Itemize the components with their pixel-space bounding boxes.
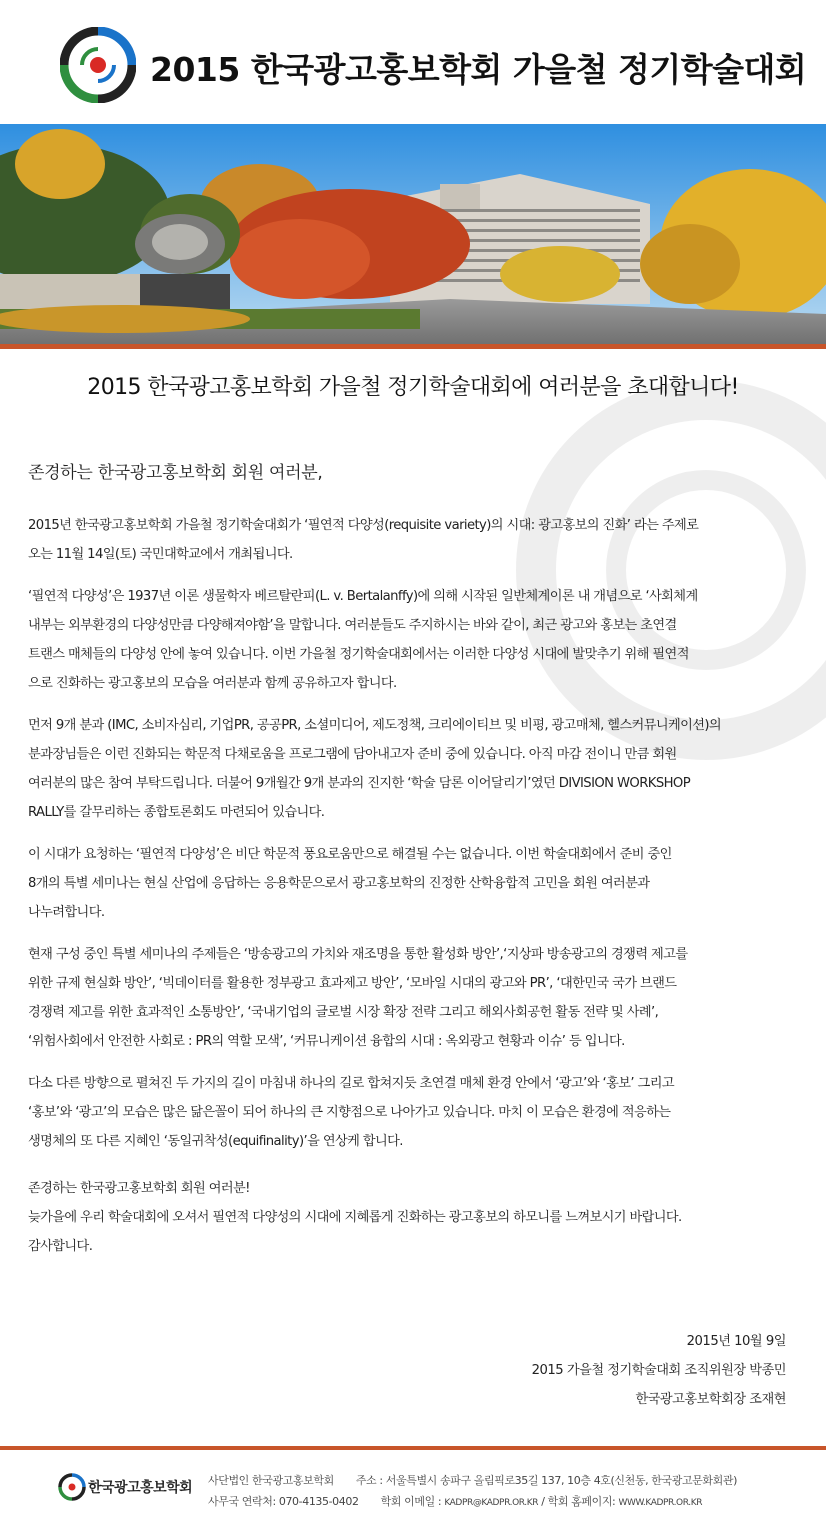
organizing-chair: 2015 가을철 정기학술대회 조직위원장 박종민 (531, 1363, 786, 1378)
letter-date: 2015년 10월 9일 (686, 1334, 786, 1349)
paragraph-seminar-topics: 현재 구성 중인 특별 세미나의 주제들은 ‘방송광고의 가치와 재조명을 통한 활성화 방안’,‘지상파 방송광고의 경쟁력 제고를 위한 규제 현실화 방안’, ‘빅데이터를 활용한 정부광고 효과제고 방안’, ‘모바일 시대의 광고와 PR’, ‘대한민국 국가 브랜드 경쟁력 제고를 위한 효과적인 소통방안’, ‘국내기업의 글로벌 시장 확장 전략 그리고 해외사회공헌 활동 전략 및 사례’, ‘위험사회에서 안전한 사회로 : PR의 역할 모색’, ‘커뮤니케이션 융합의 시대 : 옥외광고 현황과 이슈’ 등 입니다. (28, 947, 688, 1049)
banner-divider (0, 344, 826, 349)
footer-org-name: 한국광고홍보학회 (88, 1480, 193, 1496)
invitation-heading: 2015 한국광고홍보학회 가을철 정기학술대회에 여러분을 초대합니다! (87, 375, 739, 400)
paragraph-equifinality: 다소 다른 방향으로 펼쳐진 두 가지의 길이 마침내 하나의 길로 합쳐지듯 초연결 매체 환경 안에서 ‘광고’와 ‘홍보’ 그리고 ‘홍보’와 ‘광고’의 모습은 많은 닮은꼴이 되어 하나의 큰 지향점으로 나아가고 있습니다. 마치 이 모습은 환경에 적응하는 생명체의 또 다른 지혜인 ‘동일귀착성(equifinality)’을 연상케 합니다. (28, 1076, 674, 1149)
society-president: 한국광고홍보학회장 조재현 (635, 1392, 786, 1407)
target-logo-icon (60, 27, 136, 103)
salutation: 존경하는 한국광고홍보학회 회원 여러분, (28, 463, 323, 483)
paragraph-special-seminars: 이 시대가 요청하는 ‘필연적 다양성’은 비단 학문적 풍요로움만으로 해결될 수는 없습니다. 이번 학술대회에서 준비 중인 8개의 특별 세미나는 현실 산업에 응답하는 응용학문으로서 광고홍보학의 진정한 산학융합적 고민을 회원 여러분과 나누려합니다. (28, 847, 672, 920)
footer-email-link[interactable]: KADPR@KADPR.OR.KR (444, 1498, 539, 1508)
closing-remarks: 존경하는 한국광고홍보학회 회원 여러분! 늦가을에 우리 학술대회에 오셔서 필연적 다양성의 시대에 지혜롭게 진화하는 광고홍보의 하모니를 느껴보시기 바랍니다. 감사합니다. (28, 1181, 682, 1254)
page-title: 2015 한국광고홍보학회 가을철 정기학술대회 (150, 50, 807, 89)
signature-block (532, 1327, 786, 1414)
paragraph-theme: 2015년 한국광고홍보학회 가을철 정기학술대회가 ‘필연적 다양성(requisite variety)의 시대: 광고홍보의 진화’ 라는 주제로 오는 11월 14일(토) 국민대학교에서 개최됩니다. (28, 518, 699, 562)
campus-banner-image (0, 124, 826, 346)
footer (0, 1450, 826, 1533)
footer-contact-info: 사단법인 한국광고홍보학회 주소 : 서울특별시 송파구 올림픽로35길 137, 10층 4호(신천동, 한국광고문화회관) 사무국 연락처: 070-4135-0402 학회 이메일 : KADPR@KADPR.OR.KR / 학회 홈페이지: WWW.KADPR.OR.KR (208, 1474, 737, 1508)
footer-address: 주소 : 서울특별시 송파구 올림픽로35길 137, 10층 4호(신천동, 한국광고문화회관) (355, 1474, 737, 1487)
paragraph-divisions: 먼저 9개 분과 (IMC, 소비자심리, 기업PR, 공공PR, 소셜미디어, 제도정책, 크리에이티브 및 비평, 광고매체, 헬스커뮤니케이션)의 분과장님들은 이런 진화되는 학문적 다채로움을 프로그램에 담아내고자 준비 중에 있습니다. 아직 마감 전이니 만큼 회원 여러분의 많은 참여 부탁드립니다. 더불어 9개월간 9개 분과의 진지한 ‘학술 담론 이어달리기’였던 DIVISION WORKSHOP RALLY를 갈무리하는 종합토론회도 마련되어 있습니다. (28, 718, 722, 820)
header (0, 0, 826, 124)
footer-phone: 사무국 연락처: 070-4135-0402 (208, 1495, 359, 1508)
footer-logo-icon (58, 1473, 86, 1501)
paragraph-requisite-variety: ‘필연적 다양성’은 1937년 이론 생물학자 베르탈란피(L. v. Bertalanffy)에 의해 시작된 일반체계이론 내 개념으로 ‘사회체계 내부는 외부환경의 다양성만큼 다양해져야함’을 말합니다. 여러분들도 주지하시는 바와 같이, 최근 광고와 홍보는 초연결 트랜스 매체들의 다양성 안에 놓여 있습니다. 이번 가을철 정기학술대회에서는 이러한 다양성 시대에 발맞추기 위해 필연적 으로 진화하는 광고홍보의 모습을 여러분과 함께 공유하고자 합니다. (28, 589, 698, 691)
letter-body (28, 450, 808, 1261)
footer-legal-name: 사단법인 한국광고홍보학회 (208, 1474, 334, 1487)
footer-homepage-link[interactable]: WWW.KADPR.OR.KR (618, 1498, 703, 1508)
